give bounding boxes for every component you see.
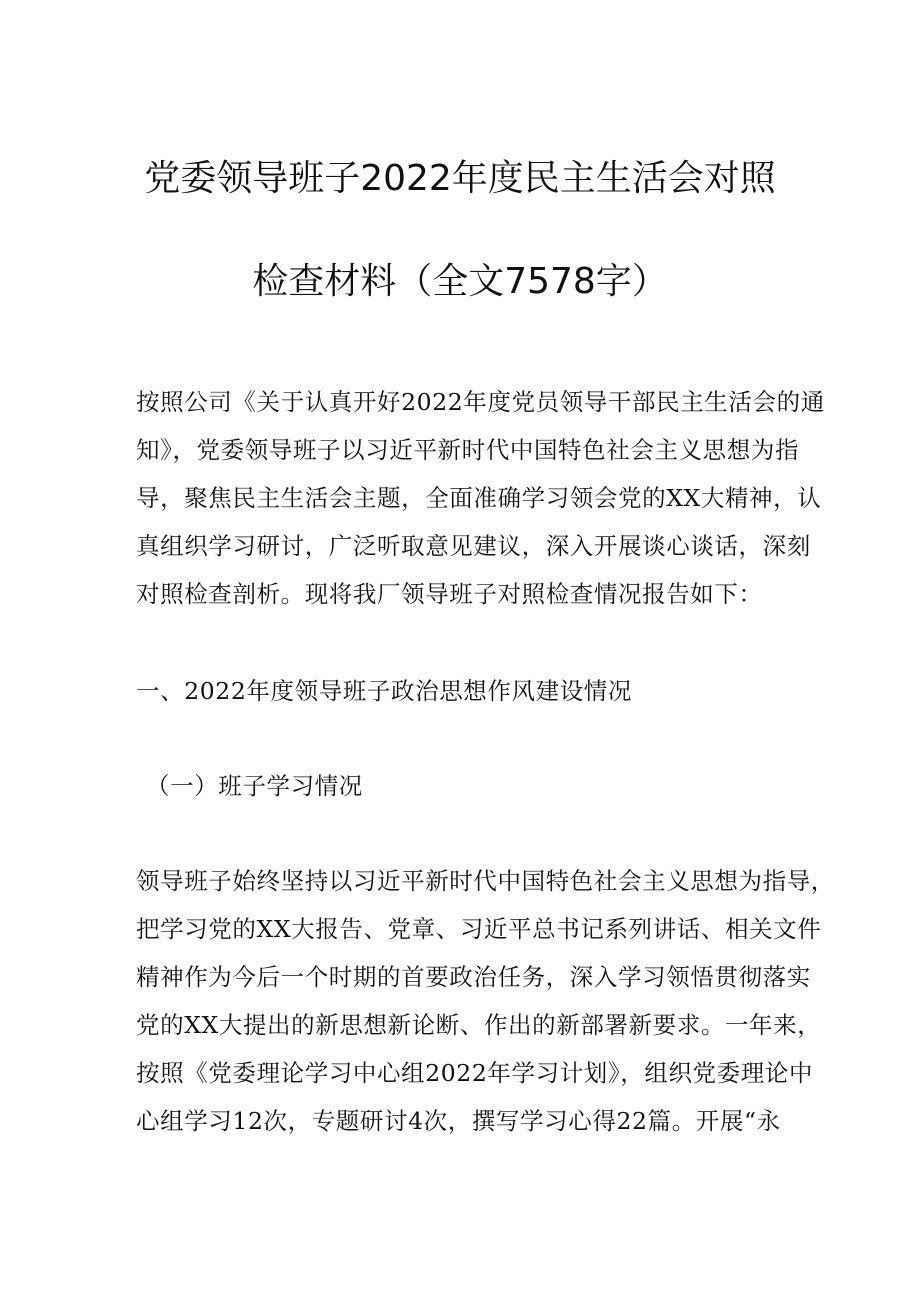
body-line-3: 精神作为今后一个时期的首要政治任务，深入学习领悟贯彻落实 — [136, 963, 811, 991]
body-line-2: 把学习党的XX大报告、党章、习近平总书记系列讲话、相关文件 — [136, 915, 822, 943]
body-line-5: 按照《党委理论学习中心组2022年学习计划》，组织党委理论中 — [136, 1059, 814, 1087]
section-1-heading: 一、2022年度领导班子政治思想作风建设情况 — [136, 677, 633, 705]
subsection-1-heading: （一）班子学习情况 — [146, 772, 363, 800]
body-line-6: 心组学习12次，专题研讨4次，撰写学习心得22篇。开展“永 — [136, 1107, 781, 1135]
document-title-line-1: 党委领导班子2022年度民主生活会对照 — [144, 158, 776, 199]
document-title-line-2: 检查材料（全文7578字） — [252, 261, 668, 302]
intro-line-5: 对照检查剖析。现将我厂领导班子对照检查情况报告如下： — [136, 580, 763, 608]
intro-line-2: 知》，党委领导班子以习近平新时代中国特色社会主义思想为指 — [136, 436, 800, 464]
body-line-4: 党的XX大提出的新思想新论断、作出的新部署新要求。一年来， — [136, 1011, 822, 1039]
intro-line-3: 导，聚焦民主生活会主题，全面准确学习领会党的XX大精神，认 — [136, 484, 822, 512]
body-line-1: 领导班子始终坚持以习近平新时代中国特色社会主义思想为指导， — [136, 867, 835, 895]
intro-line-1: 按照公司《关于认真开好2022年度党员领导干部民主生活会的通 — [136, 388, 825, 416]
intro-line-4: 真组织学习研讨，广泛听取意见建议，深入开展谈心谈话，深刻 — [136, 532, 811, 560]
